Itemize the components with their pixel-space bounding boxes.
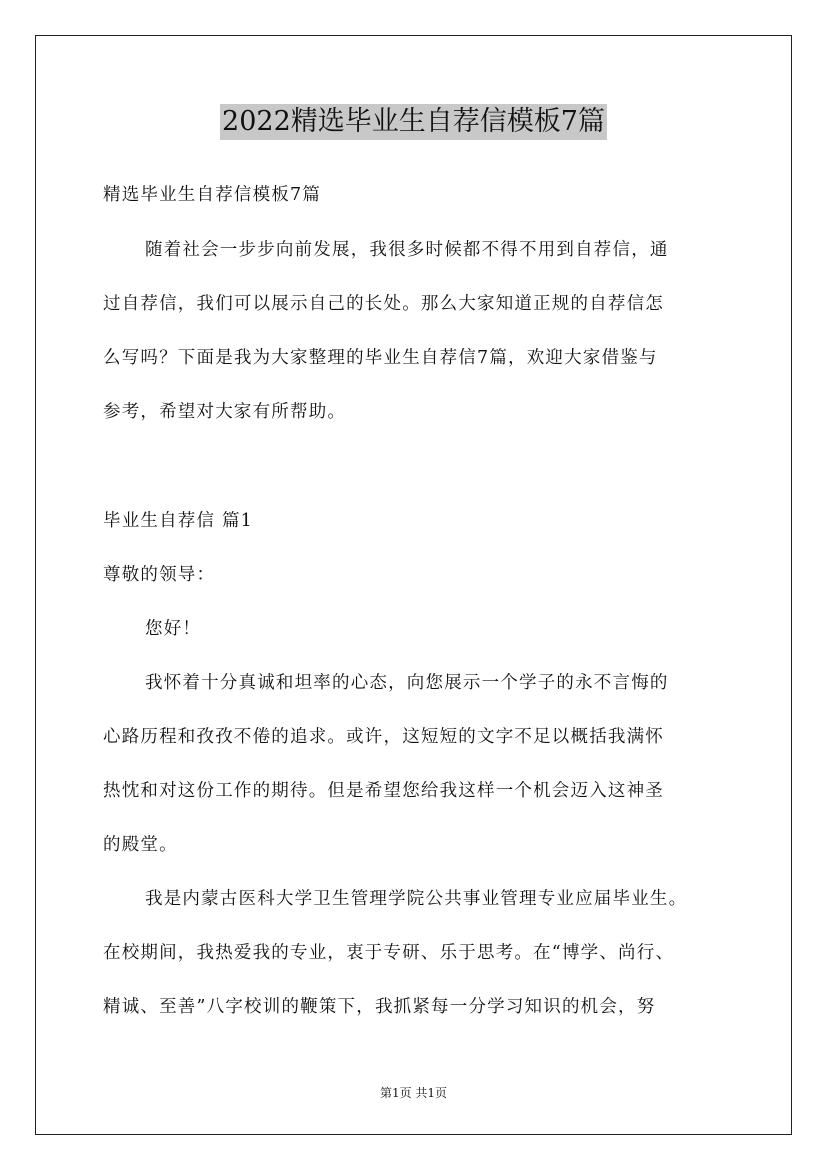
- para1-line-3: 热忱和对这份工作的期待。但是希望您给我这样一个机会迈入这神圣: [103, 781, 664, 801]
- section-heading: 毕业生自荐信 篇1: [103, 511, 253, 531]
- page-footer: 第1页 共1页: [379, 1086, 448, 1100]
- para2-line-1: 我是内蒙古医科大学卫生管理学院公共事业管理专业应届毕业生。: [145, 889, 688, 909]
- intro-line-1: 随着社会一步步向前发展，我很多时候都不得不用到自荐信，通: [145, 240, 669, 260]
- para1-line-1: 我怀着十分真诚和坦率的心态，向您展示一个学子的永不言悔的: [145, 673, 669, 693]
- greeting: 您好！: [145, 619, 202, 639]
- para1-line-4: 的殿堂。: [103, 835, 178, 855]
- intro-line-4: 参考，希望对大家有所帮助。: [103, 402, 347, 422]
- subtitle: 精选毕业生自荐信模板7篇: [103, 185, 322, 205]
- intro-line-3: 么写吗？下面是我为大家整理的毕业生自荐信7篇，欢迎大家借鉴与: [103, 348, 658, 368]
- salutation: 尊敬的领导：: [103, 565, 216, 585]
- para2-line-2: 在校期间，我热爱我的专业，衷于专研、乐于思考。在“博学、尚行、: [103, 943, 675, 963]
- para1-line-2: 心路历程和孜孜不倦的追求。或许，这短短的文字不足以概括我满怀: [103, 727, 664, 747]
- title-highlight: 2022精选毕业生自荐信模板7篇: [220, 104, 607, 140]
- para2-line-3: 精诚、至善”八字校训的鞭策下，我抓紧每一分学习知识的机会，努: [103, 997, 656, 1017]
- intro-line-2: 过自荐信，我们可以展示自己的长处。那么大家知道正规的自荐信怎: [103, 294, 664, 314]
- document-title: [0, 104, 827, 140]
